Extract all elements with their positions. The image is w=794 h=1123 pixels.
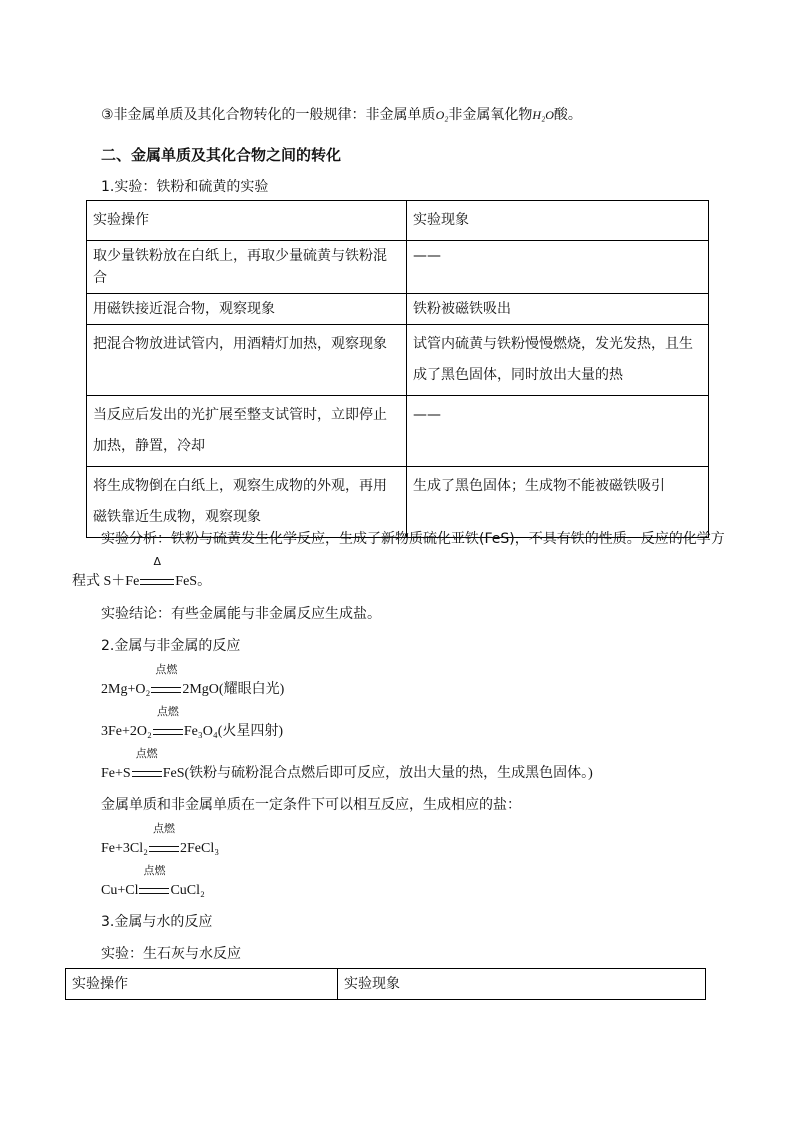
reaction-right: Fe₃O₄(火星四射) xyxy=(183,724,284,739)
rule-prefix: ③非金属单质及其化合物转化的一般规律：非金属单质 xyxy=(101,107,436,123)
equation-right: FeS。 xyxy=(175,574,212,589)
table-cell: 将生成物倒在白纸上，观察生成物的外观，再用磁铁靠近生成物，观察现象 xyxy=(87,467,407,538)
reaction-line xyxy=(101,823,220,859)
table-cell: 取少量铁粉放在白纸上，再取少量硫黄与铁粉混合 xyxy=(87,241,407,294)
table-row xyxy=(87,294,709,325)
ignite-condition-sign xyxy=(151,664,181,693)
table-header-cell: 实验操作 xyxy=(66,969,338,1000)
condition-label: 点燃 xyxy=(155,664,178,676)
reaction-right: FeS(铁粉与硫粉混合点燃后即可反应，放出大量的热，生成黑色固体。) xyxy=(162,766,593,781)
table-row xyxy=(87,396,709,467)
reaction-left: 2Mg+O₂ xyxy=(101,682,151,697)
condition-label: 点燃 xyxy=(153,823,176,835)
reaction-line xyxy=(101,865,205,901)
heat-condition-sign xyxy=(140,555,174,585)
equation-left: 程式 S＋Fe xyxy=(72,574,140,589)
ignite-condition-sign xyxy=(153,706,183,735)
ignite-condition-sign xyxy=(149,823,179,852)
analysis-equation xyxy=(72,555,212,592)
condition-label: 点燃 xyxy=(143,865,166,877)
exp3-subtitle: 实验：生石灰与水反应 xyxy=(101,946,241,962)
condition-label: 点燃 xyxy=(135,748,158,760)
table-header-row xyxy=(66,969,706,1000)
table-cell: 试管内硫黄与铁粉慢慢燃烧，发光发热，且生成了黑色固体，同时放出大量的热 xyxy=(407,325,709,396)
reaction-line xyxy=(101,748,593,784)
rule-suffix: 酸。 xyxy=(553,107,582,123)
experiment-table-1 xyxy=(86,200,709,538)
reaction-right: 2FeCl₃ xyxy=(180,841,220,856)
reaction-left: Fe+3Cl₂ xyxy=(101,841,149,856)
section-heading: 二、金属单质及其化合物之间的转化 xyxy=(101,146,342,164)
reaction-right: 2MgO(耀眼白光) xyxy=(182,682,285,697)
table-header-row xyxy=(87,201,709,241)
table-header-cell: 实验操作 xyxy=(87,201,407,241)
reaction-left: Fe+S xyxy=(101,766,131,781)
reaction-left: 3Fe+2O₂ xyxy=(101,724,152,739)
condition-label: 点燃 xyxy=(156,706,179,718)
table-cell: 当反应后发出的光扩展至整支试管时，立即停止加热，静置，冷却 xyxy=(87,396,407,467)
table-row xyxy=(87,241,709,294)
exp2-title: 2.金属与非金属的反应 xyxy=(101,638,241,654)
table-cell: 生成了黑色固体；生成物不能被磁铁吸引 xyxy=(407,467,709,538)
table-cell: 用磁铁接近混合物，观察现象 xyxy=(87,294,407,325)
table-cell: 把混合物放进试管内，用酒精灯加热，观察现象 xyxy=(87,325,407,396)
reaction-right: CuCl₂ xyxy=(170,883,205,898)
ignite-condition-sign xyxy=(139,865,169,894)
reaction-line xyxy=(101,664,285,700)
table-header-cell: 实验现象 xyxy=(407,201,709,241)
ignite-condition-sign xyxy=(132,748,162,777)
exp1-title: 1.实验：铁粉和硫黄的实验 xyxy=(101,179,269,195)
salt-intro-text: 金属单质和非金属单质在一定条件下可以相互反应，生成相应的盐： xyxy=(101,797,521,813)
reaction-left: Cu+Cl xyxy=(101,883,139,898)
table-row xyxy=(87,325,709,396)
h2o-condition-label: H₂O xyxy=(532,108,554,122)
table-cell: —— xyxy=(407,396,709,467)
rule-mid: 非金属氧化物 xyxy=(448,107,533,123)
table-cell: 铁粉被磁铁吸出 xyxy=(407,294,709,325)
table-header-cell: 实验现象 xyxy=(338,969,706,1000)
conclusion-text: 实验结论：有些金属能与非金属反应生成盐。 xyxy=(101,606,381,622)
exp3-title: 3.金属与水的反应 xyxy=(101,914,213,930)
analysis-text: 实验分析：铁粉与硫黄发生化学反应，生成了新物质硫化亚铁(FeS)，不具有铁的性质。反应的化学方 xyxy=(101,531,725,547)
nonmetal-rule-line xyxy=(101,105,582,125)
table-row xyxy=(87,467,709,538)
experiment-table-2 xyxy=(65,968,706,1000)
heat-symbol: Δ xyxy=(153,555,162,568)
table-cell: —— xyxy=(407,241,709,294)
o2-condition-label: O₂ xyxy=(435,108,449,122)
reaction-line xyxy=(101,706,284,742)
